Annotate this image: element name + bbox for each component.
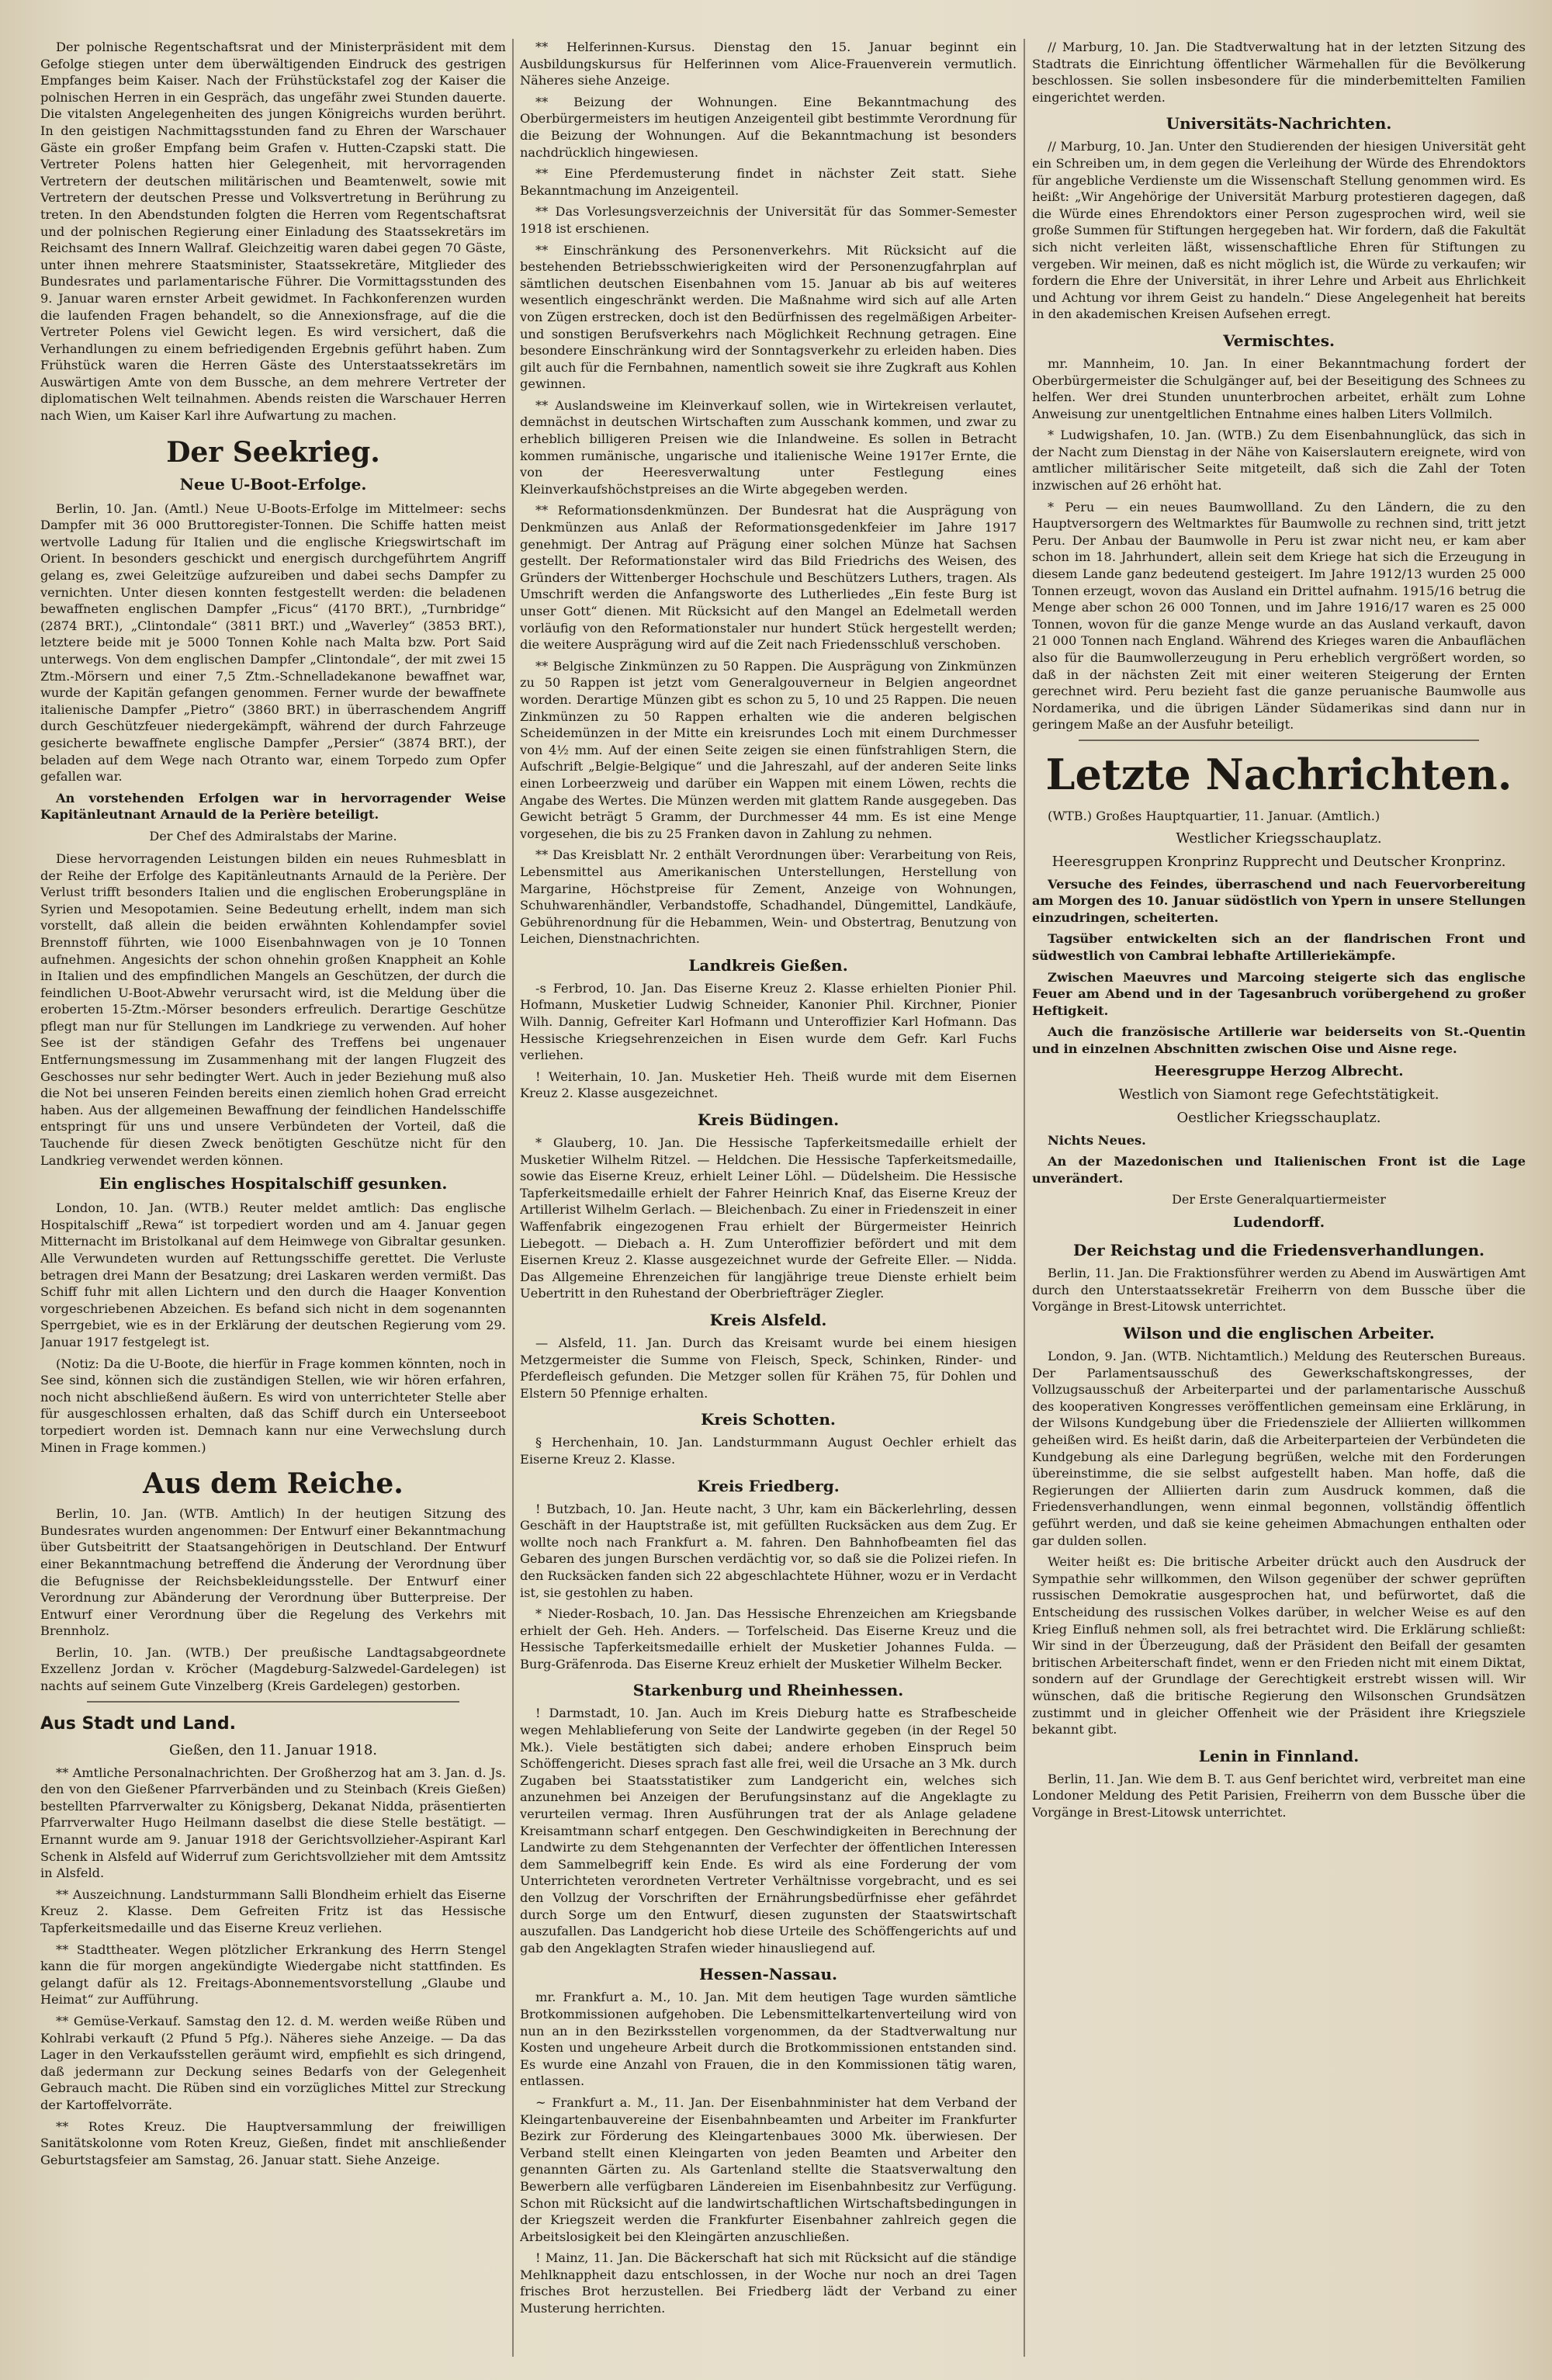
article-wilson-1: London, 9. Jan. (WTB. Nichtamtlich.) Meldung des Reuterschen Bureaus. Der Parlamentsausschuß des Gewerkschaftskongresses, der Vollzugsausschuß der Arbeiterpartei und der parlamentarische Ausschuß des kooperativen Kongresses veröffentlichen gemeinsam eine Erklärung, in der Wilsons Kundgebung über die Friedensziele der Alliierten willkommen geheißen wird. Es heißt darin, daß die Arbeiterparteien der Verbündeten die Kundgebung als eine Darlegung begrüßen, welche mit den Forderungen übereinstimme, die sie selbst aufgestellt haben. Man hoffe, daß die Regierungen der Alliierten darin zum Ausdruck kommen, daß die Friedensverhandlungen, wenn einmal begonnen, vollständig öffentlich geführt werden, und daß sie keine geheimen Abmachungen enthalten oder gar dulden sollen. (1032, 1349, 1526, 1548)
article-personenverkehr: ** Einschränkung des Personenverkehrs. Mit Rücksicht auf die bestehenden Betriebsschwierigkeiten wird der Personenzugfahrplan auf sämtlichen deutschen Eisenbahnen vom 15. Januar ab bis auf weiteres wesentlich eingeschränkt werden. Die Maßnahme wird sich auf alle Arten von Zügen erstrecken, doch ist den Bedürfnissen des regelmäßigen Arbeiter- und sonstigen Berufsverkehrs nach Möglichkeit Rechnung getragen. Eine besondere Einschränkung wird der Sonntagsverkehr zu erleiden haben. Dies gilt auch für die Fernbahnen, namentlich soweit sie ihre Zugkraft aus Kohlen gewinnen. (520, 242, 1017, 392)
article-ferbrod: -s Ferbrod, 10. Jan. Das Eiserne Kreuz 2. Klasse erhielten Pionier Phil. Hofmann, Musketier Ludwig Schneider, Kanonier Phil. Kirchner, Pionier Wilh. Dannig, Gefreiter Karl Hofmann und Unteroffizier Karl Hofmann. Das Hessische Kriegsehrenzeichen in Eisen wurde dem Gefr. Karl Fuchs verliehen. (520, 980, 1017, 1063)
report-nichts-neues: Nichts Neues. (1048, 1132, 1146, 1148)
heading-kreis-buedingen: Kreis Büdingen. (697, 1110, 840, 1130)
article-hauptquartier: (WTB.) Großes Hauptquartier, 11. Januar. (Amtlich.) (1048, 808, 1381, 823)
article-ludwigshafen: * Ludwigshafen, 10. Jan. (WTB.) Zu dem Eisenbahnunglück, das sich in der Nacht zum Dienstag in der Nähe von Kaiserslautern ereignete, wird von amtlicher militärischer Seite mitgeteilt, daß sich die Zahl der Toten inzwischen auf 26 erhöht hat. (1032, 428, 1526, 494)
article-weiterhain: ! Weiterhain, 10. Jan. Musketier Heh. Theiß wurde mit dem Eisernen Kreuz 2. Klasse ausgezeichnet. (520, 1069, 1017, 1101)
article-stadt-2: ** Auszeichnung. Landsturmmann Salli Blondheim erhielt das Eiserne Kreuz 2. Klasse. Dem Gefreiten Fritz ist das Hessische Tapferkeitsmedaille und das Eiserne Kreuz verliehen. (40, 1886, 506, 1935)
article-marburg-2: // Marburg, 10. Jan. Unter den Studierenden der hiesigen Universität geht ein Schreiben um, in dem gegen die Verleihung der Würde des Ehrendoktors für angebliche Verdienste um die Wissenschaft Stellung genommen wird. Es heißt: „Wir Angehörige der Universität Marburg protestieren dagegen, daß die Würde eines Ehrendoktors einer Person zugesprochen wird, weil sie große Summen für Stiftungen hergegeben hat. Wir fordern, daß die Fakultät sich nicht verleiten läßt, wissenschaftliche Ehren für Stiftungen zu vergeben. Wir meinen, daß es nicht möglich ist, die Würde zu verkaufen; wir fordern die Ehre der Universität, in ihrer Lehre und Arbeit aus Ehrlichkeit und Achtung vor ihrem Geist zu handeln.“ Diese Angelegenheit hat bereits in den akademischen Kreisen Aufsehen erregt. (1032, 139, 1526, 322)
heading-kreis-schotten: Kreis Schotten. (701, 1410, 836, 1429)
heading-rupprecht: Heeresgruppen Kronprinz Rupprecht und Deutscher Kronprinz. (1051, 853, 1506, 870)
signature-title: Der Erste Generalquartiermeister (1172, 1192, 1386, 1207)
article-herchenhain: § Herchenhain, 10. Jan. Landsturmmann August Oechler erhielt das Eiserne Kreuz 2. Klasse. (520, 1435, 1017, 1467)
article-mannheim: mr. Mannheim, 10. Jan. In einer Bekanntmachung fordert der Oberbürgermeister die Schulgänger auf, bei der Beseitigung des Schnees zu helfen. Wer drei Stunden ununterbrochen arbeitet, erhält zum Lohne Anweisung zur unentgeltlichen Entnahme eines halben Liters Vollmilch. (1032, 355, 1526, 421)
report-siamont: Westlich von Siamont rege Gefechtstätigkeit. (1118, 1086, 1439, 1103)
article-stadt-4: ** Gemüse-Verkauf. Samstag den 12. d. M. werden weiße Rüben und Kohlrabi verkauft (2 Pfund 5 Pfg.). Näheres siehe Anzeige. — Da das Lager in den Verkaufsstellen geräumt wird, empfiehlt es sich dringend, daß jedermann zur Deckung seines Bedarfs von der Gelegenheit Gebrauch macht. Die Rüben sind ein vorzügliches Mittel zur Streckung der Kartoffelvorräte. (40, 2013, 506, 2112)
section-heading-seekrieg: Der Seekrieg. (166, 435, 380, 469)
heading-kreis-friedberg: Kreis Friedberg. (697, 1476, 840, 1495)
article-fraktionsfuehrer: Berlin, 11. Jan. Die Fraktionsführer werden zu Abend im Auswärtigen Amt durch den Unterstaatssekretär Freiherrn von dem Bussche über die Vorgänge in Brest-Litowsk unterrichtet. (1032, 1266, 1526, 1315)
article-stadt-3: ** Stadttheater. Wegen plötzlicher Erkrankung des Herrn Stengel kann die für morgen angekündigte Wiedergabe nicht stattfinden. Es gelangt dafür als 12. Freitags-Abonnementsvorstellung „Glaube und Heimat“ zur Aufführung. (40, 1942, 506, 2008)
heading-hessen-nassau: Hessen-Nassau. (699, 1965, 837, 1984)
article-hospital-2: (Notiz: Da die U-Boote, die hierfür in Frage kommen könnten, noch in See sind, können sich die zuständigen Stellen, wie wir hören erfahren, noch nicht abschließend äußern. Es wird von unterrichteter Stelle aber für ausgeschlossen erhalten, daß das Schiff durch ein Unterseeboot torpediert worden ist. Demnach kann nur eine Verwechslung durch Minen in Frage kommen.) (40, 1356, 506, 1455)
column-middle (520, 39, 1017, 2357)
article-stadt-1: ** Amtliche Personalnachrichten. Der Großherzog hat am 3. Jan. d. Js. den von den Gießener Pfarrverbänden und zu Steinbach (Kreis Gießen) bestellten Pfarrverwalter zu Königsberg, Dekanat Nidda, präsentierten Pfarrverwalter Hugo Heilmann daselbst die diese Stelle bestätigt. — Ernannt wurde am 9. Januar 1918 der Gerichtsvollzieher-Aspirant Karl Schenk in Alsfeld auf Widerruf zum Gerichtsvollzieher mit dem Amtssitz in Alsfeld. (40, 1765, 506, 1881)
report-st-quentin: Auch die französische Artillerie war beiderseits von St.-Quentin und in einzelnen Abschnitten zwischen Oise und Aisne rege. (1032, 1024, 1526, 1056)
article-lenin: Berlin, 11. Jan. Wie dem B. T. aus Genf berichtet wird, verbreitet man eine Londoner Meldung des Petit Parisien, Freiherrn von dem Bussche über die Vorgänge in Brest-Litowsk unterrichtet. (1032, 1771, 1526, 1820)
article-zinkmuenzen: ** Belgische Zinkmünzen zu 50 Rappen. Die Ausprägung von Zinkmünzen zu 50 Rappen ist jetzt vom Generalgouverneur in Belgien angeordnet worden. Derartige Münzen gibt es schon zu 5, 10 und 25 Rappen. Die neuen Zinkmünzen zu 50 Rappen erhalten wie die anderen belgischen Scheidemünzen in der Mitte ein kreisrundes Loch mit einem Durchmesser von 4½ mm. Auf der einen Seite zeigen sie einen fünfstrahligen Stern, die Aufschrift „Belgie-Belgique“ und die Jahreszahl, auf der anderen Seite links einen Lorbeerzweig und darüber ein Wappen mit einem Löwen, rechts die Angabe des Wertes. Die Münzen werden mit glattem Rande ausgegeben. Das Gewicht beträgt 5 Gramm, der Durchmesser 44 mm. Es ist eine Menge vorgesehen, die bis zu 25 Franken davon in Zahlung zu nehmen. (520, 658, 1017, 841)
report-cambrai: Tagsüber entwickelten sich an der flandrischen Front und südwestlich von Cambrai lebhafte Artilleriekämpfe. (1032, 931, 1526, 963)
report-ypern: Versuche des Feindes, überraschend und nach Feuervorbereitung am Morgen des 10. Januar südöstlich von Ypern in unsere Stellungen einzudringen, scheiterten. (1032, 876, 1526, 925)
article-kreisblatt: ** Das Kreisblatt Nr. 2 enthält Verordnungen über: Verarbeitung von Reis, Lebensmittel aus Amerikanischen Unterstellungen, Herstellung von Margarine, Höchstpreise für Zement, Anzeige von Wohnungen, Schuhwarenhändler, Verbandstoffe, Schadhandel, Düngemittel, Landkäufe, Gebührenordnung für die Hebammen, Wein- und Obstertrag, Benutzung von Leichen, Dienstnachrichten. (520, 847, 1017, 947)
article-reiche-2: Berlin, 10. Jan. (WTB.) Der preußische Landtagsabgeordnete Exzellenz Jordan v. Kröcher (Magdeburg-Salzwedel-Gardelegen) ist nachts auf seinem Gute Vinzelberg (Kreis Gardelegen) gestorben. (40, 1644, 506, 1694)
article-pferdemusterung: ** Eine Pferdemusterung findet in nächster Zeit statt. Siehe Bekanntmachung im Anzeigenteil. (520, 166, 1017, 198)
column-divider (512, 39, 514, 2357)
dateline: Gießen, den 11. Januar 1918. (168, 1741, 378, 1758)
heading-west-front: Westlicher Kriegsschauplatz. (1176, 830, 1382, 847)
article-reformationsmuenzen: ** Reformationsdenkmünzen. Der Bundesrat hat die Ausprägung von Denkmünzen aus Anlaß der Reformationsgedenkfeier im Jahre 1917 genehmigt. Der Antrag auf Prägung einer solchen Münze hat Sachsen gestellt. Der Reformationstaler wird das Bild Friedrichs des Weisen, des Gründers der Wittenberger Hochschule und Beschützers Luthers, tragen. Als Umschrift werden die Anfangsworte des Lutherliedes „Ein feste Burg ist unser Gott“ dienen. Mit Rücksicht auf den Mangel an Edelmetall werden vorläufig von den Reformationstaler nur hundert Stück hergestellt werden; die weitere Ausprägung wird auf die Zeit nach Friedensschluß verschoben. (520, 503, 1017, 653)
article-frankfurt-2: ~ Frankfurt a. M., 11. Jan. Der Eisenbahnminister hat dem Verband der Kleingartenbauvereine der Eisenbahnbeamten und Arbeiter im Frankfurter Bezirk zur Förderung des Kleingartenbaues 3000 Mk. überwiesen. Der Verband stellt einen Kleingarten von jeden Beamten und Arbeiter den genannten Gärten zu. Als Gartenland stellte die Staatsverwaltung den Bewerbern alle verfügbaren Ländereien im Eisenbahnbesitz zur Verfügung. Schon mit Rücksicht auf die landwirtschaftlichen Wirtschaftsbedingungen in der Kriegszeit werden die Frankfurter Eisenbahner zahlreich gegen die Arbeitslosigkeit bei den Kleingärten anzuschließen. (520, 2094, 1017, 2244)
article-darmstadt: ! Darmstadt, 10. Jan. Auch im Kreis Dieburg hatte es Strafbescheide wegen Mehlablieferung von Seite der Landwirte gegeben (in der Regel 50 Mk.). Viele bestätigten sich dabei; andere erhoben Einspruch beim Schöffengericht. Dieses sprach fast alle frei, weil die Ursache an 3 Mk. durch Zugaben bei Staatsstatistiker zum Landgericht ein, welches sich anzunehmen bei Anzeigen der Berufungsinstanz auf die Angeklagte zu verurteilen vermag. Ihren Ausführungen trat der als Anlage geladene Kreisamtmann scharf entgegen. Den Geschwindigkeiten in Berechnung der Landwirte zu dem Stehgenannten der Verfechter der öffentlichen Interessen dem Sammelbegriff kein Ende. Es wird als eine Forderung der vom Unterrichteten verordneten Vertreter Verhältnisse vorgebracht, und es sei den Vollzug der Vorschriften der Ernährungsbedürfnisse eher gefährdet durch Sorge um den Entwurf, diesen zugunsten der Staatswirtschaft auszufallen. Das Landgericht hob diese Urteile des Schöffengerichts auf und gab den Angeklagten Strafen wieder hinausliegend auf. (520, 1706, 1017, 1956)
heading-kreis-alsfeld: Kreis Alsfeld. (709, 1310, 827, 1329)
article-butzbach: ! Butzbach, 10. Jan. Heute nacht, 3 Uhr, kam ein Bäckerlehrling, dessen Geschäft in der Hauptstraße ist, mit gefüllten Rucksäcken aus dem Zug. Er wollte noch nach Frankfurt a. M. fahren. Den Bahnhofbeamten fiel das Gebaren des jungen Burschen verdächtig vor, so daß sie die Polizei riefen. In den Rucksäcken fanden sich 22 abgeschlachtete Hühner, wozu er in Verdacht ist, sie gestohlen zu haben. (520, 1501, 1017, 1600)
section-heading-letzte-nachrichten: Letzte Nachrichten. (1045, 749, 1512, 799)
article-marburg-1: // Marburg, 10. Jan. Die Stadtverwaltung hat in der letzten Sitzung des Stadtrats die Einrichtung öffentlicher Wärmehallen für die Bevölkerung beschlossen. Sie sollen insbesondere für die minderbemittelten Familien eingerichtet werden. (1032, 40, 1526, 105)
article-polish-regency: Der polnische Regentschaftsrat und der Ministerpräsident mit dem Gefolge stiegen unter dem überwältigenden Eindruck des gestrigen Empfanges beim Kaiser. Nach der Frühstückstafel zog der Kaiser die polnischen Herren in ein Gespräch, das ungefähr zwei Stunden dauerte. Die vitalsten Angelegenheiten des jungen Königreichs wurden berührt. In den geistigen Nachmittagsstunden fand zu Ehren der Warschauer Gäste ein großer Empfang beim Grafen v. Hutten-Czapski statt. Die Vertreter Polens hatten hier Gelegenheit, mit hervorragenden Vertretern der deutschen militärischen und Beamtenwelt, sowie mit Vertretern der deutschen Presse und Volksvertretung in Berührung zu treten. In den Abendstunden folgten die Herren vom Regentschaftsrat und der polnischen Regierung einer Einladung des Staatssekretärs im Reichsamt des Innern Wallraf. Gleichzeitig waren dabei gegen 70 Gäste, unter ihnen mehrere Staatsminister, Staatssekretäre, Mitglieder des Bundesrates und parlamentarische Führer. Die Vormittagsstunden des 9. Januar waren ernster Arbeit gewidmet. In Fachkonferenzen wurden die laufenden Fragen behandelt, so die Annexionsfrage, auf die die Vertreter Polens viel Gewicht legen. Es wird versichert, daß die Verhandlungen zu einem befriedigenden Ergebnis geführt haben. Zum Frühstück waren die Herren Gäste des Unterstaatssekretärs im Auswärtigen Amte von dem Bussche, an dem mehrere Vertreter der diplomatischen Welt teilnahmen. Abends reisten die Warschauer Herren nach Wien, um Kaiser Karl ihre Aufwartung zu machen. (40, 40, 506, 424)
signature-admiralstab: Der Chef des Admiralstabs der Marine. (149, 828, 397, 844)
signature-ludendorff: Ludendorff. (1233, 1214, 1325, 1232)
heading-ost-front: Oestlicher Kriegsschauplatz. (1176, 1109, 1381, 1126)
heading-reichstag: Der Reichstag und die Friedensverhandlungen. (1073, 1241, 1484, 1260)
heading-lenin: Lenin in Finnland. (1198, 1746, 1360, 1765)
article-beizung: ** Beizung der Wohnungen. Eine Bekanntmachung des Oberbürgermeisters im heutigen Anzeigenteil gibt bestimmte Verordnung für die Beizung der Wohnungen. Auf die Bekanntmachung ist besonders nachdrücklich hingewiesen. (520, 94, 1017, 160)
article-stadt-5: ** Rotes Kreuz. Die Hauptversammlung der freiwilligen Sanitätskolonne vom Roten Kreuz, Gießen, findet mit anschließender Geburtstagsfeier am Samstag, 26. Januar statt. Siehe Anzeige. (40, 2118, 506, 2167)
article-alsfeld: — Alsfeld, 11. Jan. Durch das Kreisamt wurde bei einem hiesigen Metzgermeister die Summe von Fleisch, Speck, Schinken, Rinder- und Pferdefleisch gefunden. Die Metzger sollen für Krähen 75, für Dohlen und Elstern 50 Pfennige erhalten. (520, 1335, 1017, 1401)
article-helferinnen: ** Helferinnen-Kursus. Dienstag den 15. Januar beginnt ein Ausbildungskursus für Helferinnen vom Alice-Frauenverein vermutlich. Näheres siehe Anzeige. (520, 40, 1017, 88)
column-divider (1024, 39, 1025, 2357)
report-maeuvres: Zwischen Maeuvres und Marcoing steigerte sich das englische Feuer am Abend und in der Tagesanbruch vorübergehend zu großer Heftigkeit. (1032, 969, 1526, 1018)
column-left (40, 39, 506, 2357)
section-heading-stadt: Aus Stadt und Land. (40, 1713, 236, 1734)
separator (87, 1701, 459, 1703)
article-vorlesungsverzeichnis: ** Das Vorlesungsverzeichnis der Universität für das Sommer-Semester 1918 ist erschienen. (520, 204, 1017, 236)
heading-vermischtes: Vermischtes. (1223, 331, 1335, 350)
heading-landkreis-giessen: Landkreis Gießen. (688, 955, 848, 975)
section-heading-reiche: Aus dem Reiche. (143, 1467, 404, 1501)
article-auslandsweine: ** Auslandsweine im Kleinverkauf sollen, wie in Wirtekreisen verlautet, demnächst in deutschen Wirtschaften zum Ausschank kommen, und zwar zu erheblich billigeren Preisen wie die Inlandweine. Es sollen in Betracht kommen rumänische, ungarische und italienische Weine 1917er Ernte, die von der Heeresverwaltung unter Festlegung eines Kleinverkaufshöchstpreises an die Wirte abgegeben werden. (520, 397, 1017, 497)
article-peru: * Peru — ein neues Baumwollland. Zu den Ländern, die zu den Hauptversorgern des Weltmarktes für Baumwolle zu rechnen sind, tritt jetzt Peru. Der Anbau der Baumwolle in Peru ist zwar nicht neu, er kam aber schon im 18. Jahrhundert, allein seit dem Kriege hat sich die Erzeugung in diesem Lande ganz bedeutend gesteigert. Im Jahre 1912/13 wurden 25 000 Tonnen erzeugt, wovon das Ausland ein Drittel aufnahm. 1915/16 betrug die Menge aber schon 26 000 Tonnen, und im Jahre 1916/17 waren es 25 000 Tonnen, wovon für die ganze Menge wurde an das Ausland verkauft, davon 21 000 Tonnen nach England. Während des Krieges waren die Anbauflächen also für die Baumwollerzeugung in Peru erheblich vergrößert worden, so daß in der nächsten Zeit mit einer weiteren Steigerung der Ernten gerechnet wird. Peru bezieht fast die ganze peruanische Baumwolle aus Nordamerika, und die übrigen Länder Südamerikas sind dann nur in geringem Maße an der Ausfuhr beteiligt. (1032, 499, 1526, 733)
article-reiche-1: Berlin, 10. Jan. (WTB. Amtlich) In der heutigen Sitzung des Bundesrates wurden angenommen: Der Entwurf einer Bekanntmachung über Gutsbeitritt der Staatsangehörigen in Deutschland. Der Entwurf einer Bekanntmachung betreffend die Änderung der Verordnung über die Befugnisse der Reichsbekleidungsstelle. Der Entwurf einer Verordnung zur Abänderung der Verordnung über Butterpreise. Der Entwurf einer Verordnung über die Regelung des Verkehrs mit Brennholz. (40, 1506, 506, 1639)
article-hospital-1: London, 10. Jan. (WTB.) Reuter meldet amtlich: Das englische Hospitalschiff „Rewa“ ist torpediert worden und am 4. Januar gegen Mitternacht im Bristolkanal auf dem Heimwege von Gibraltar gesunken. Alle Verwundeten wurden auf Rettungsschiffe gerettet. Die Verluste betragen drei Mann der Besatzung; drei Laskaren werden vermißt. Das Schiff fuhr mit allen Lichtern und den durch die Haager Konvention vorgeschriebenen Abzeichen. Es befand sich nicht in dem sogenannten Sperrgebiet, wie es in der Erklärung der deutschen Regierung vom 29. Januar 1917 festgelegt ist. (40, 1200, 506, 1349)
heading-albrecht: Heeresgruppe Herzog Albrecht. (1154, 1062, 1404, 1079)
article-uboot-2: An vorstehenden Erfolgen war in hervorragender Weise Kapitänleutnant Arnauld de la Perière beteiligt. (40, 790, 506, 823)
article-uboot-1: Berlin, 10. Jan. (Amtl.) Neue U-Boots-Erfolge im Mittelmeer: sechs Dampfer mit 36 000 Bruttoregister-Tonnen. Die Schiffe hatten meist wertvolle Ladung für Italien und die englische Kriegswirtschaft im Orient. In besonders geschickt und energisch durchgeführtem Angriff gelang es, zwei Geleitzüge aufzureiben und dabei sechs Dampfer zu vernichten. Unter diesen konnten festgestellt werden: die beladenen bewaffneten englischen Dampfer „Ficus“ (4170 BRT.), „Turnbridge“ (2874 BRT.), „Clintondale“ (3811 BRT.) und „Waverley“ (3853 BRT.), letztere beide mit je 5000 Tonnen Kohle nach Malta bzw. Port Said unterwegs. Von dem englischen Dampfer „Clintondale“, der mit zwei 15 Ztm.-Mörsern und einer 7,5 Ztm.-Schnelladekanone bewaffnet war, wurde der Kapitän gefangen genommen. Ferner wurde der bewaffnete italienische Dampfer „Pietro“ (3860 BRT.) in überraschendem Angriff durch Geschützfeuer niedergekämpft, während der durch Fahrzeuge gesicherte bewaffnete englische Dampfer „Persier“ (3874 BRT.), der beladen auf dem Wege nach Otranto war, einem Torpedo zum Opfer gefallen war. (40, 501, 506, 785)
article-wilson-2: Weiter heißt es: Die britische Arbeiter drückt auch den Ausdruck der Sympathie sehr willkommen, den Wilson gegenüber der schwer geprüften russischen Demokratie ausgesprochen hat, und befürwortet, daß die Entscheidung des russischen Volkes darüber, in welcher Weise es auf den Krieg Einfluß nehmen soll, als frei betrachtet wird. Die Erklärung schließt: Wir sind in der Überzeugung, daß der Präsident den Beifall der gesamten britischen Arbeiterschaft findet, wenn er den Frieden nicht mit einem Diktat, sondern auf der Grundlage der Gerechtigkeit erstrebt wissen will. Wir wünschen, daß die britische Regierung den Wilsonschen Grundsätzen zustimmt und in gleicher Offenheit wie der Präsident ihre Kriegsziele bekannt gibt. (1032, 1554, 1526, 1737)
subheading-uboot: Neue U-Boot-Erfolge. (179, 474, 367, 494)
article-frankfurt-1: mr. Frankfurt a. M., 10. Jan. Mit dem heutigen Tage wurden sämtliche Brotkommissionen aufgehoben. Die Lebensmittelkartenverteilung wird von nun an in den Bezirksstellen vorgenommen, da der Stadtverwaltung nur Kosten und ungeheure Arbeit durch die Brotkommissionen entstanden sind. Es wurde eine Anzahl von Frauen, die in den Kommissionen tätig waren, entlassen. (520, 1990, 1017, 2089)
separator (1079, 740, 1479, 741)
subheading-hospital-ship: Ein englisches Hospitalschiff gesunken. (99, 1174, 448, 1193)
heading-wilson: Wilson und die englischen Arbeiter. (1123, 1324, 1435, 1343)
heading-starkenburg: Starkenburg und Rheinhessen. (632, 1681, 904, 1700)
article-nieder-rosbach: * Nieder-Rosbach, 10. Jan. Das Hessische Ehrenzeichen am Kriegsbande erhielt der Geh. Heh. Anders. — Torfelscheid. Das Eiserne Kreuz und die Hessische Tapferkeitsmedaille erhielt der Musketier Johannes Fulda. — Burg-Gräfenroda. Das Eiserne Kreuz erhielt der Musketier Wilhelm Becker. (520, 1606, 1017, 1672)
article-mainz: ! Mainz, 11. Jan. Die Bäckerschaft hat sich mit Rücksicht auf die ständige Mehlknappheit dazu entschlossen, in der Woche nur noch an drei Tagen frisches Brot herzustellen. Bei Friedberg lädt der Verband zu einer Musterung herrichten. (520, 2250, 1017, 2316)
article-glauberg: * Glauberg, 10. Jan. Die Hessische Tapferkeitsmedaille erhielt der Musketier Wilhelm Ritzel. — Heldchen. Die Hessische Tapferkeitsmedaille, sowie das Eiserne Kreuz, erhielt Leiner Löhl. — Düdelsheim. Die Hessische Tapferkeitsmedaille erhielt der Fahrer Heinrich Knaf, das Eiserne Kreuz der Artillerist Wilhelm Gerlach. — Bleichenbach. Zu einer in Friedenszeit in einer Waffenfabrik eingezogenen Frau erhielt der Bürgermeister Heinrich Liebegott. — Diebach a. H. Zum Unteroffizier befördert und mit dem Eisernen Kreuz 2. Klasse ausgezeichnet wurde der Gefreite Eller. — Nidda. Das Allgemeine Ehrenzeichen für langjährige treue Dienste erhielt beim Uebertritt in den Ruhestand der Oberbriefträger Ziegler. (520, 1135, 1017, 1301)
article-uboot-3: Diese hervorragenden Leistungen bilden ein neues Ruhmesblatt in der Reihe der Erfolge des Kapitänleutnants Arnauld de la Perière. Der Verlust trifft besonders Italien und die englischen Eroberungspläne in Syrien und Mesopotamien. Seine Bedeutung erhellt, indem man sich vorstellt, daß allein die beiden erwähnten Kohlendampfer soviel Brennstoff führten, wie 1000 Eisenbahnwagen von je 10 Tonnen aufnehmen. Angesichts der schon ohnehin großen Knappheit an Kohle in Italien und des empfindlichen Mangels an Geschützen, der durch die feindlichen U-Boot-Abwehr verursacht wird, ist die Meldung über die eroberten 15-Ztm.-Mörser besonders erfreulich. Derartige Geschütze pflegt man nur für Stellungen im Landkriege zu verwenden. Auf hoher See ist der ständigen Gefahr des Treffens bei ungenauer Entfernungsmessung im Zusammenhang mit der langen Flugzeit des Geschosses nur sehr bedingter Wert. Auch in jeder Beziehung muß also die Not bei unseren Feinden bereits einen ziemlich hohen Grad erreicht haben. Aus der allgemeinen Bewaffnung der feindlichen Handelsschiffe entspringt für uns und unsere Verbündeten der Vorteil, daß die Tauchende für diesen Zweck benötigten Geschütze nicht für den Landkrieg verwendet werden können. (40, 850, 506, 1168)
column-right (1032, 39, 1526, 2357)
heading-universitaet: Universitäts-Nachrichten. (1166, 114, 1392, 133)
report-mazedonien: An der Mazedonischen und Italienischen Front ist die Lage unverändert. (1032, 1154, 1526, 1186)
